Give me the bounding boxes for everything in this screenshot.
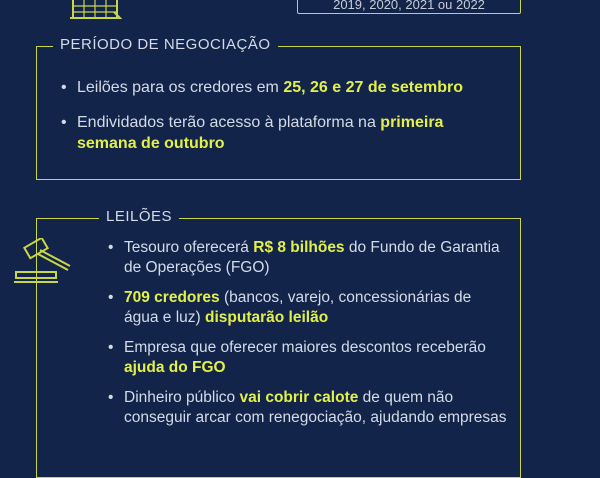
calendar-icon [70, 0, 122, 33]
item-text: Leilões para os credores em [77, 79, 284, 96]
bullet-icon: • [108, 339, 114, 356]
item-highlight: R$ 8 bilhões [253, 239, 345, 256]
item-text: Empresa que oferecer maiores descontos receberão [124, 339, 486, 356]
auctions-list [108, 238, 508, 428]
item-highlight: disputarão leilão [205, 309, 329, 326]
list-item [108, 238, 508, 278]
list-item [108, 288, 508, 328]
list-item [108, 388, 508, 428]
item-text: Endividados terão acesso à plataforma na [77, 114, 381, 131]
bullet-icon: • [108, 289, 114, 306]
years-text: 2019, 2020, 2021 ou 2022 [333, 0, 485, 12]
years-badge [297, 0, 521, 14]
list-item [61, 112, 501, 154]
auctions-title: LEILÕES [99, 208, 179, 225]
list-item [61, 77, 501, 98]
item-text: de quem não conseguir arcar com renegociação, ajudando empresas [124, 389, 507, 426]
item-highlight: vai cobrir calote [239, 389, 359, 406]
item-text: Dinheiro público [124, 389, 240, 406]
bullet-icon: • [108, 239, 114, 256]
item-highlight: ajuda do FGO [124, 359, 226, 376]
bullet-icon: • [108, 389, 114, 406]
negotiation-list [61, 77, 501, 154]
item-highlight: 25, 26 e 27 de setembro [283, 79, 463, 96]
item-highlight: 709 credores [124, 289, 220, 306]
list-item [108, 338, 508, 378]
auctions-section [36, 208, 521, 478]
negotiation-title: PERÍODO DE NEGOCIAÇÃO [53, 36, 278, 53]
bullet-icon: • [61, 79, 67, 96]
item-text: do Fundo de Garantia de Operações (FGO) [124, 239, 500, 276]
negotiation-section [36, 36, 521, 180]
item-text: (bancos, varejo, concessionárias de água e luz) [124, 289, 472, 326]
item-highlight: primeira semana de outubro [77, 114, 444, 152]
item-text: Tesouro oferecerá [124, 239, 254, 256]
bullet-icon: • [61, 114, 67, 131]
